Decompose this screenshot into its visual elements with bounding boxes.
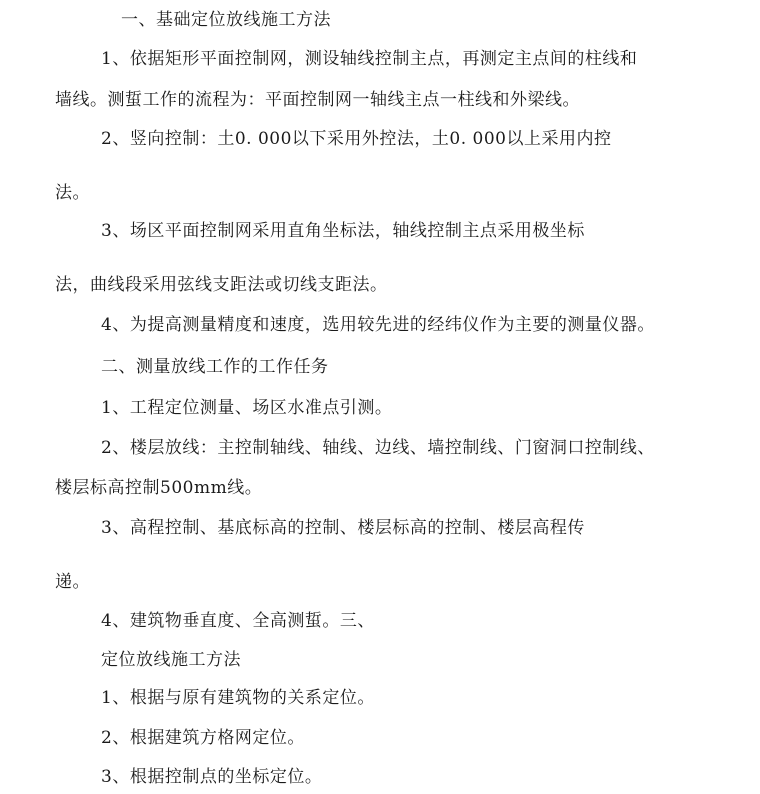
paragraph-2-line-2: 法。	[55, 183, 90, 203]
paragraph-3-line-2: 法，曲线段采用弦线支距法或切线支距法。	[55, 275, 388, 295]
task-3-line-2: 递。	[55, 572, 90, 592]
method-2: 2、根据建筑方格网定位。	[101, 728, 305, 748]
paragraph-4: 4、为提高测量精度和速度，选用较先进的经纬仪作为主要的测量仪器。	[101, 315, 655, 335]
task-3-line-1: 3、高程控制、基底标高的控制、楼层标高的控制、楼层高程传	[101, 518, 585, 538]
task-2-line-1: 2、楼层放线：主控制轴线、轴线、边线、墙控制线、门窗洞口控制线、	[101, 438, 655, 458]
paragraph-3-line-1: 3、场区平面控制网采用直角坐标法，轴线控制主点采用极坐标	[101, 221, 585, 241]
task-1: 1、工程定位测量、场区水准点引测。	[101, 398, 393, 418]
section-2-heading: 二、测量放线工作的工作任务	[101, 357, 329, 377]
paragraph-2-line-1: 2、竖向控制：土0. 000以下采用外控法，土0. 000以上采用内控	[101, 129, 612, 149]
paragraph-1-line-2: 墙线。测蜇工作的流程为：平面控制网一轴线主点一柱线和外梁线。	[55, 90, 580, 110]
task-2-line-2: 楼层标高控制500mm线。	[55, 478, 263, 498]
task-4: 4、建筑物垂直度、全高测蜇。三、	[101, 611, 375, 631]
section-3-heading: 定位放线施工方法	[101, 650, 241, 670]
method-1: 1、根据与原有建筑物的关系定位。	[101, 688, 375, 708]
method-3: 3、根据控制点的坐标定位。	[101, 767, 323, 787]
section-1-heading: 一、基础定位放线施工方法	[121, 10, 331, 30]
paragraph-1-line-1: 1、依据矩形平面控制网，测设轴线控制主点，再测定主点间的柱线和	[101, 49, 638, 69]
